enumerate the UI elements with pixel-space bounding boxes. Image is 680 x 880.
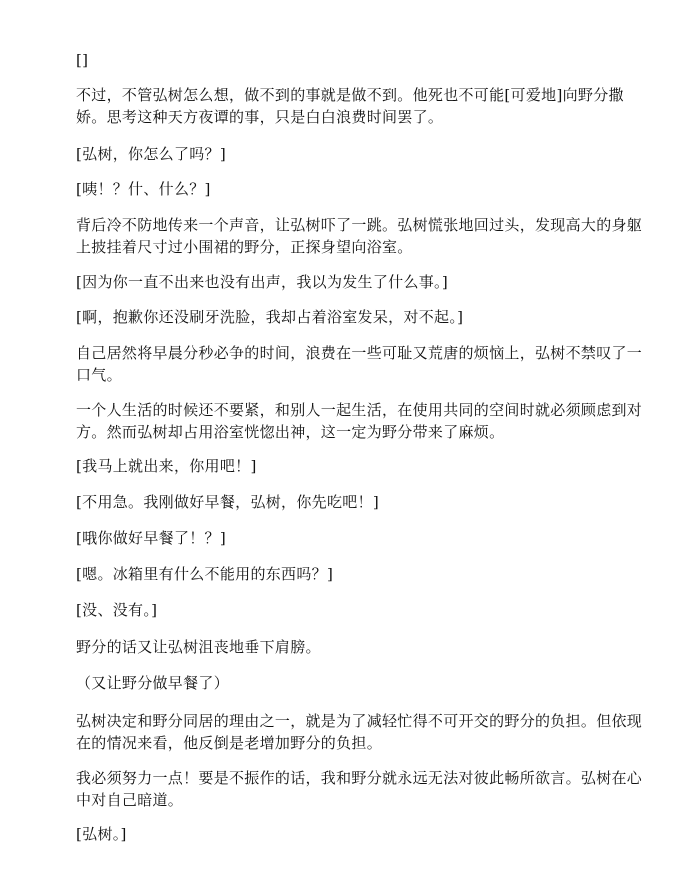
- paragraph: [弘树。]: [76, 825, 127, 843]
- paragraph: [因为你一直不出来也没有出声，我以为发生了什么事。]: [76, 273, 449, 291]
- paragraph: 背后冷不防地传来一个声音，让弘树吓了一跳。弘树慌张地回过头，发现高大的身躯上披挂着尺寸过小围裙的野分，正探身望向浴室。: [76, 216, 643, 256]
- paragraph: 自己居然将早晨分秒必争的时间，浪费在一些可耻又荒唐的烦恼上，弘树不禁叹了一口气。: [76, 344, 643, 384]
- paragraph: [没、没有。]: [76, 601, 158, 619]
- paragraph: [咦！？什、什么？]: [76, 180, 211, 198]
- paragraph: [嗯。冰箱里有什么不能用的东西吗？]: [76, 565, 334, 583]
- paragraph: [不用急。我刚做好早餐，弘树，你先吃吧！]: [76, 493, 380, 511]
- paragraph: 我必须努力一点！要是不振作的话，我和野分就永远无法对彼此畅所欲言。弘树在心中对自己暗道。: [76, 769, 643, 809]
- paragraph: [哦你做好早餐了！？]: [76, 529, 227, 547]
- paragraph: 弘树决定和野分同居的理由之一，就是为了减轻忙得不可开交的野分的负担。但依现在的情况来看，他反倒是老增加野分的负担。: [76, 712, 643, 752]
- paragraph: [弘树，你怎么了吗？]: [76, 145, 227, 163]
- paragraph: 不过，不管弘树怎么想，做不到的事就是做不到。他死也不可能[可爱地]向野分撒娇。思考这种天方夜谭的事，只是白白浪费时间罢了。: [76, 86, 624, 126]
- paragraph: [啊，抱歉你还没刷牙洗脸，我却占着浴室发呆，对不起。]: [76, 308, 464, 326]
- paragraph: （又让野分做早餐了）: [76, 674, 230, 692]
- paragraph: []: [76, 51, 89, 69]
- paragraph: [我马上就出来，你用吧！]: [76, 457, 257, 475]
- paragraph: 一个人生活的时候还不要紧，和别人一起生活，在使用共同的空间时就必须顾虑到对方。然而弘树却占用浴室恍惚出神，这一定为野分带来了麻烦。: [76, 401, 643, 441]
- paragraph: 野分的话又让弘树沮丧地垂下肩膀。: [76, 638, 321, 656]
